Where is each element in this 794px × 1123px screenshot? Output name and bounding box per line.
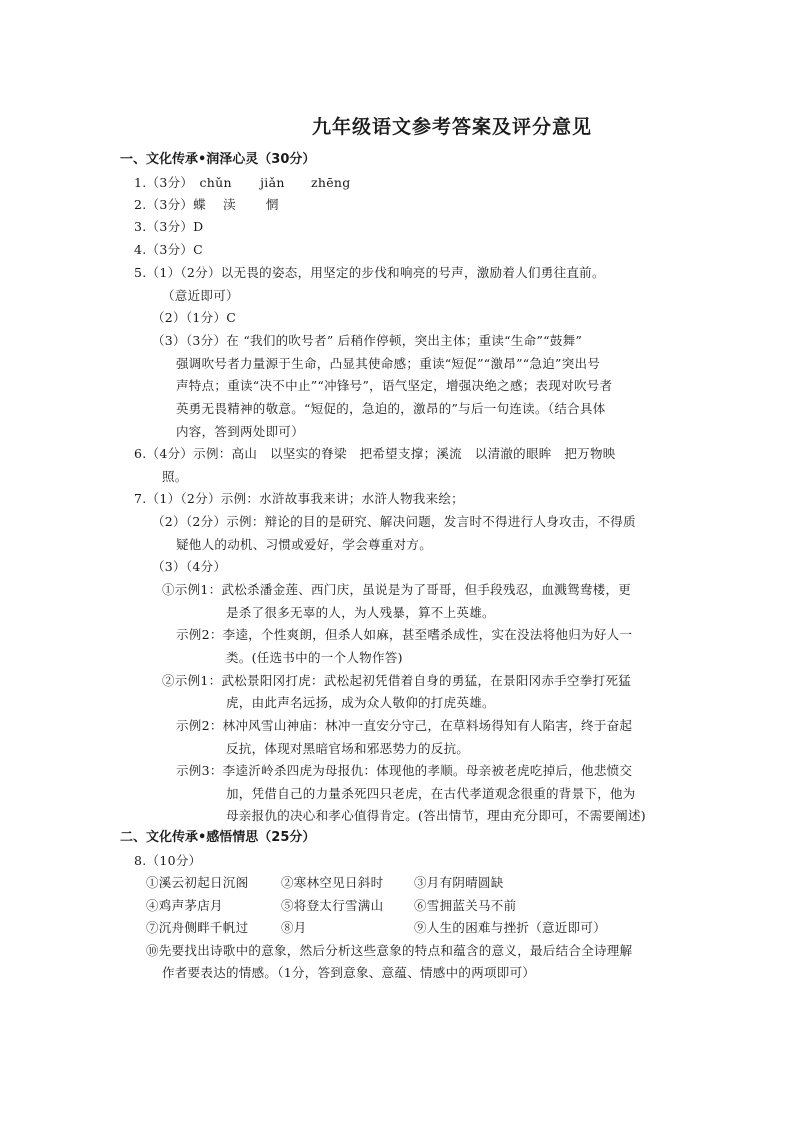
poem-1: ①溪云初起日沉阁: [146, 875, 249, 890]
answer-q5-1-line1: 5.（1）（2分）以无畏的姿态，用坚定的步伐和响亮的号声，激励着人们勇往直前。: [134, 265, 605, 280]
example-1-1-line1: ①示例1：武松杀潘金莲、西门庆，虽说是为了哥哥，但手段残忍，血溅鸳鸯楼，更: [162, 582, 632, 597]
example-2-1-line2: 虎，由此声名远扬，成为众人敬仰的打虎英雄。: [226, 695, 495, 710]
answer-q8-10-line1: ⑩先要找出诗歌中的意象，然后分析这些意象的特点和蕴含的意义，最后结合全诗理解: [146, 943, 633, 958]
answer-q1: [134, 174, 351, 192]
example-2-1-line1: ②示例1：武松景阳冈打虎：武松起初凭借着自身的勇猛，在景阳冈赤手空拳打死猛: [162, 673, 632, 688]
poem-3: ③月有阴晴圆缺: [414, 875, 504, 890]
example-1-2-line2: 类。(任选书中的一个人物作答): [226, 650, 403, 665]
poem-8: ⑧月: [281, 920, 307, 935]
example-2-3-line1: 示例3：李逵沂岭杀四虎为母报仇：体现他的孝顺。母亲被老虎吃掉后，他悲愤交: [176, 763, 633, 778]
answer-q7-1: 7.（1）（2分）示例：水浒故事我来讲；水浒人物我来绘；: [134, 491, 464, 506]
pinyin-2: jiǎn: [260, 175, 285, 190]
example-2-2-line2: 反抗，体现对黑暗官场和邪恶势力的反抗。: [226, 741, 470, 756]
answer-q7-2-line2: 疑他人的动机、习惯或爱好，学会尊重对方。: [176, 537, 433, 552]
answer-q6-line1: 6.（4分）示例：高山 以坚实的脊梁 把希望支撑；溪流 以清澈的眼眸 把万物映: [134, 446, 616, 461]
answer-q5-3-line4: 英勇无畏精神的敬意。“短促的，急迫的，激昂的”与后一句连读。（结合具体: [176, 401, 606, 416]
answer-q5-3-line3: 声特点；重读“决不中止”“冲锋号”，语气坚定，增强决绝之感；表现对吹号者: [176, 378, 613, 393]
answer-q5-3-line5: 内容，答到两处即可）: [176, 424, 305, 439]
section-heading-1: 一、文化传承•润泽心灵（30分）: [120, 152, 316, 167]
answer-q5-3-line1: （3）（3分）在 “我们的吹号者” 后稍作停顿，突出主体；重读“生命”“鼓舞”: [152, 333, 583, 348]
q1-prefix: 1.（3分）: [134, 175, 194, 190]
answer-q5-1-line2: （意近即可）: [162, 288, 239, 303]
page-title: 九年级语文参考答案及评分意见: [311, 116, 592, 138]
poem-9: ⑨人生的困难与挫折（意近即可）: [414, 920, 607, 935]
answer-q7-2-line1: （2）（2分）示例：辩论的目的是研究、解决问题，发言时不得进行人身攻击，不得质: [152, 514, 636, 529]
answer-q8: 8.（10分）: [134, 853, 202, 868]
answer-q5-2: （2）（1分）C: [152, 310, 237, 325]
example-1-2-line1: 示例2：李逵，个性爽朗，但杀人如麻，甚至嗜杀成性，实在没法将他归为好人一: [176, 627, 633, 642]
example-2-3-line3: 母亲报仇的决心和孝心值得肯定。(答出情节，理由充分即可，不需要阐述): [226, 808, 646, 823]
section-heading-2: 二、文化传承•感悟情思（25分）: [120, 830, 316, 845]
answer-q7-3: （3）（4分）: [152, 559, 227, 574]
poem-7: ⑦沉舟侧畔千帆过: [146, 920, 249, 935]
answer-q6-line2: 照。: [162, 469, 188, 484]
example-2-3-line2: 加，凭借自己的力量杀死四只老虎，在古代孝道观念很重的背景下，他为: [226, 786, 636, 801]
example-1-1-line2: 是杀了很多无辜的人，为人残暴，算不上英雄。: [226, 605, 495, 620]
answer-q5-3-line2: 强调吹号者力量源于生命，凸显其使命感；重读“短促”“激昂”“急迫”突出号: [176, 356, 601, 371]
pinyin-1: chǔn: [199, 175, 232, 190]
answer-q8-10-line2: 作者要表达的情感。（1分，答到意象、意蕴、情感中的两项即可）: [162, 965, 536, 980]
pinyin-3: zhēng: [310, 175, 351, 190]
answer-q3: 3.（3分）D: [134, 219, 204, 234]
poem-4: ④鸡声茅店月: [146, 898, 223, 913]
answer-q4: 4.（3分）C: [134, 242, 204, 257]
poem-2: ②寒林空见日斜时: [281, 875, 384, 890]
answer-q2: 2.（3分）蝶 渎 惘: [134, 197, 279, 212]
poem-6: ⑥雪拥蓝关马不前: [414, 898, 517, 913]
example-2-2-line1: 示例2：林冲风雪山神庙：林冲一直安分守己，在草料场得知有人陷害，终于奋起: [176, 718, 633, 733]
poem-5: ⑤将登太行雪满山: [281, 898, 384, 913]
